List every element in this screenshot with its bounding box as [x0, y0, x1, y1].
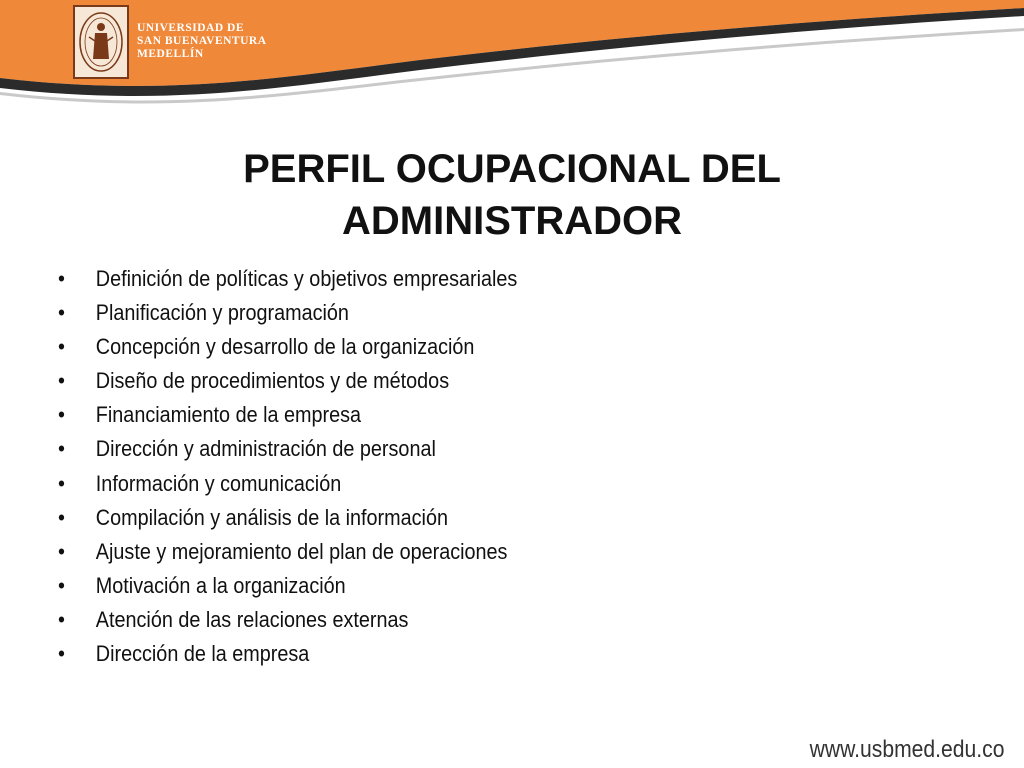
bullet-icon: •	[58, 300, 65, 326]
bullet-item	[58, 398, 517, 432]
bullet-list	[58, 262, 568, 671]
bullet-icon: •	[58, 402, 65, 428]
bullet-icon: •	[58, 538, 65, 564]
university-logo	[73, 5, 129, 79]
bullet-text: Diseño de procedimientos y de métodos	[95, 368, 450, 394]
bullet-item	[58, 432, 517, 466]
bullet-item	[58, 262, 517, 296]
bullet-icon: •	[58, 368, 65, 394]
bullet-item	[58, 637, 517, 671]
bullet-icon: •	[58, 504, 65, 530]
slide-title-line: PERFIL OCUPACIONAL DEL	[243, 147, 781, 191]
slide-title-line: ADMINISTRADOR	[342, 199, 682, 243]
university-name	[137, 22, 267, 61]
bullet-text: Financiamiento de la empresa	[95, 402, 362, 428]
university-name-line: SAN BUENAVENTURA	[137, 35, 267, 47]
bullet-item	[58, 330, 517, 364]
bullet-text: Información y comunicación	[95, 470, 342, 496]
bullet-item	[58, 364, 517, 398]
slide-title	[0, 143, 1024, 247]
bullet-text: Concepción y desarrollo de la organización	[95, 334, 475, 360]
bullet-item	[58, 569, 517, 603]
bullet-text: Motivación a la organización	[95, 572, 346, 598]
university-name-line: UNIVERSIDAD DE	[137, 22, 245, 34]
university-seal-icon	[75, 7, 127, 77]
bullet-icon: •	[58, 572, 65, 598]
bullet-item	[58, 501, 517, 535]
header-band	[0, 0, 1024, 130]
bullet-item	[58, 603, 517, 637]
bullet-text: Atención de las relaciones externas	[95, 606, 409, 632]
bullet-text: Definición de políticas y objetivos empresariales	[95, 266, 518, 291]
bullet-text: Dirección y administración de personal	[95, 436, 436, 462]
bullet-icon: •	[58, 641, 65, 667]
bullet-text: Ajuste y mejoramiento del plan de operaciones	[95, 538, 508, 564]
bullet-icon: •	[58, 334, 65, 360]
bullet-text: Compilación y análisis de la información	[95, 504, 448, 530]
bullet-icon: •	[58, 606, 65, 632]
bullet-icon: •	[58, 266, 65, 291]
bullet-item	[58, 535, 517, 569]
university-name-line: MEDELLÍN	[137, 48, 204, 60]
bullet-icon: •	[58, 436, 65, 462]
bullet-item	[58, 467, 517, 501]
bullet-text: Dirección de la empresa	[95, 641, 310, 667]
footer-url: www.usbmed.edu.co	[809, 736, 1004, 763]
bullet-text: Planificación y programación	[95, 300, 349, 326]
bullet-item	[58, 296, 517, 330]
bullet-icon: •	[58, 470, 65, 496]
